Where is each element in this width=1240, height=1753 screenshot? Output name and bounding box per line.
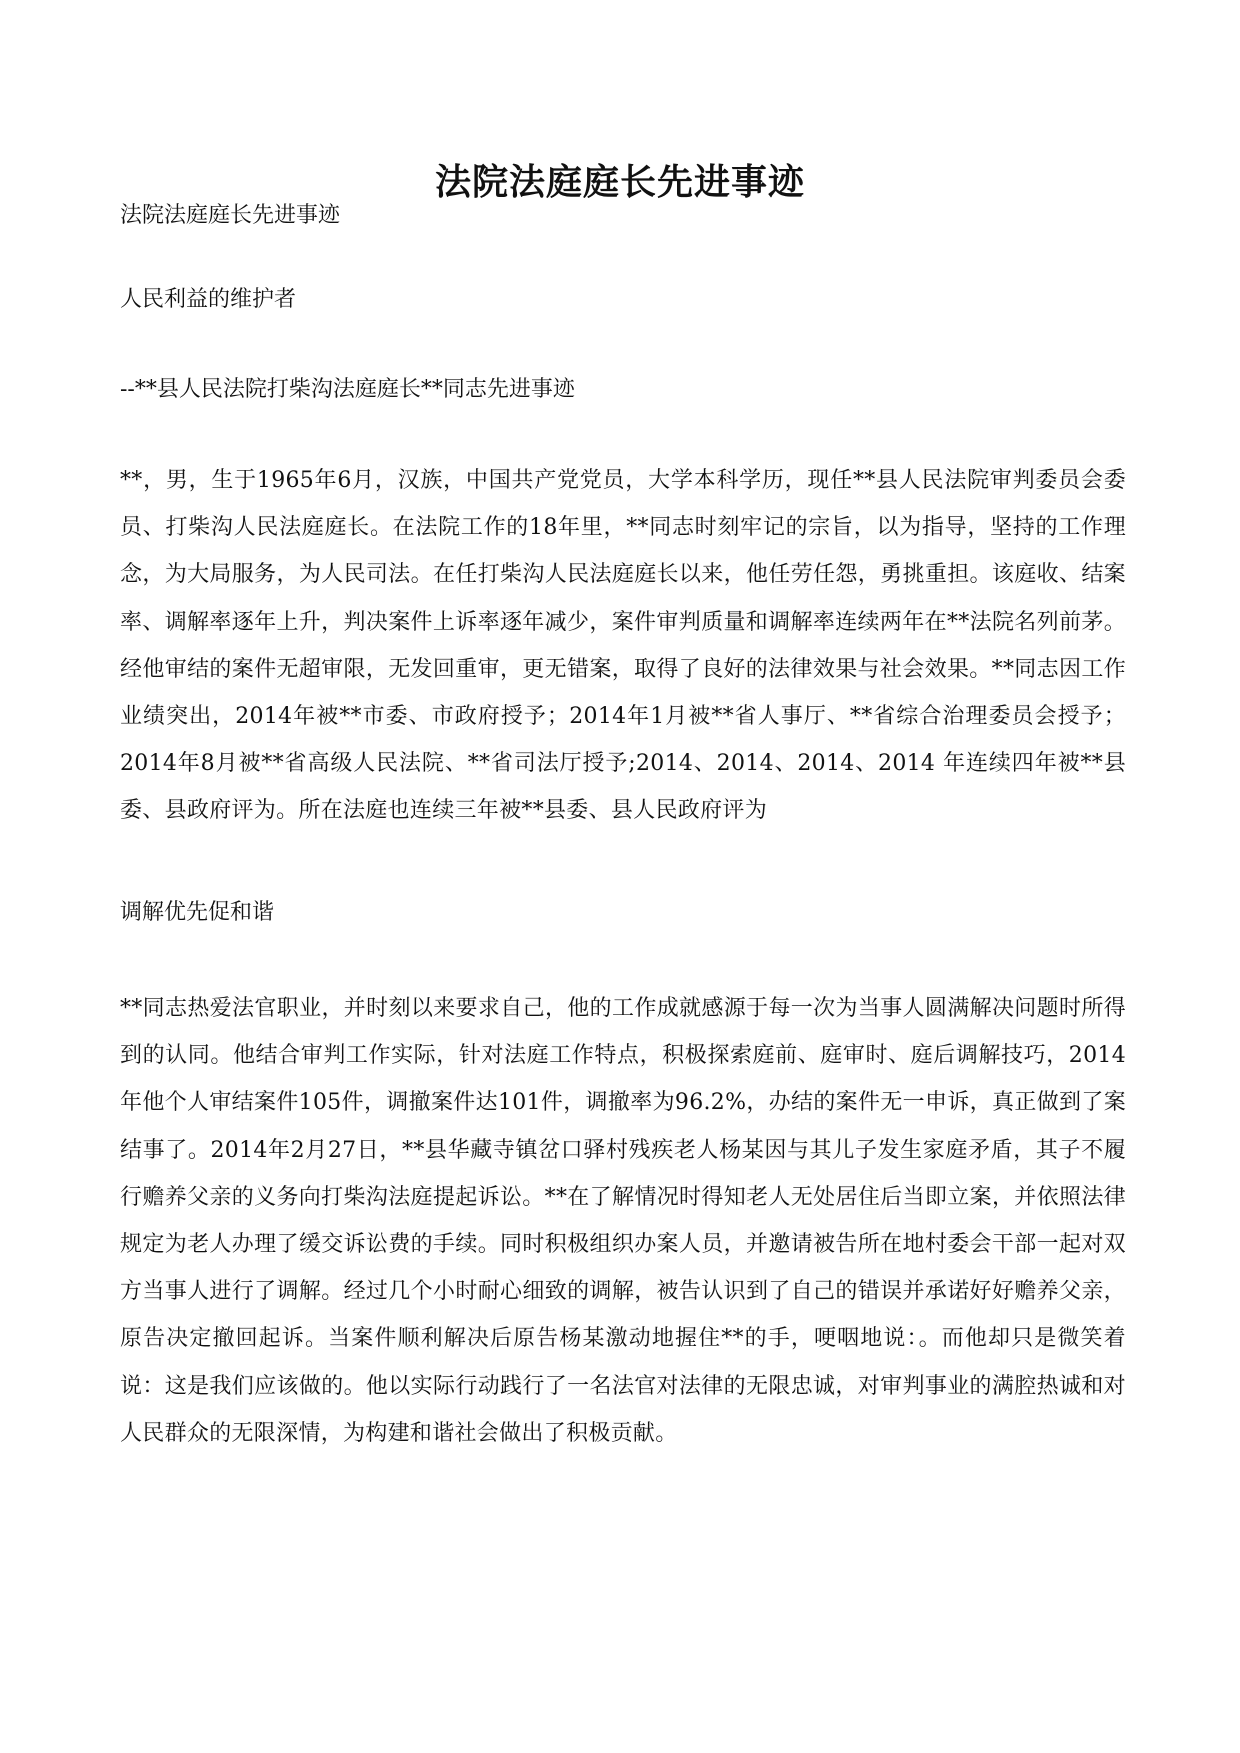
paragraph-biography: **，男，生于1965年6月，汉族，中国共产党党员，大学本科学历，现任**县人民法院审判委员会委员、打柴沟人民法庭庭长。在法院工作的18年里，**同志时刻牢记的宗旨，以为指导，坚持的工作理念，为大局服务，为人民司法。在任打柴沟人民法庭庭长以来，他任劳任怨，勇挑重担。该庭收、结案率、调解率逐年上升，判决案件上诉率逐年减少，案件审判质量和调解率连续两年在**法院名列前茅。经他审结的案件无超审限，无发回重审，更无错案，取得了良好的法律效果与社会效果。**同志因工作业绩突出，2014年被**市委、市政府授予；2014年1月被**省人事厅、**省综合治理委员会授予；2014年8月被**省高级人民法院、**省司法厅授予;2014、2014、2014、2014 年连续四年被**县委、县政府评为。所在法庭也连续三年被**县委、县人民政府评为	[120, 468, 1126, 824]
document-subtitle: 法院法庭庭长先进事迹	[120, 203, 341, 228]
section-heading-defender: 人民利益的维护者	[120, 287, 297, 312]
section-heading-mediation: 调解优先促和谐	[120, 900, 275, 925]
byline: --**县人民法院打柴沟法庭庭长**同志先进事迹	[120, 377, 575, 402]
document-title: 法院法庭庭长先进事迹	[434, 161, 805, 203]
paragraph-mediation: **同志热爱法官职业，并时刻以来要求自己，他的工作成就感源于每一次为当事人圆满解决问题时所得到的认同。他结合审判工作实际，针对法庭工作特点，积极探索庭前、庭审时、庭后调解技巧，2014年他个人审结案件105件，调撤案件达101件，调撤率为96.2%，办结的案件无一申诉，真正做到了案结事了。2014年2月27日，**县华藏寺镇岔口驿村残疾老人杨某因与其儿子发生家庭矛盾，其子不履行赡养父亲的义务向打柴沟法庭提起诉讼。**在了解情况时得知老人无处居住后当即立案，并依照法律规定为老人办理了缓交诉讼费的手续。同时积极组织办案人员，并邀请被告所在地村委会干部一起对双方当事人进行了调解。经过几个小时耐心细致的调解，被告认识到了自己的错误并承诺好好赡养父亲，原告决定撤回起诉。当案件顺利解决后原告杨某激动地握住**的手，哽咽地说：。而他却只是微笑着说：这是我们应该做的。他以实际行动践行了一名法官对法律的无限忠诚，对审判事业的满腔热诚和对人民群众的无限深情，为构建和谐社会做出了积极贡献。	[120, 996, 1126, 1446]
